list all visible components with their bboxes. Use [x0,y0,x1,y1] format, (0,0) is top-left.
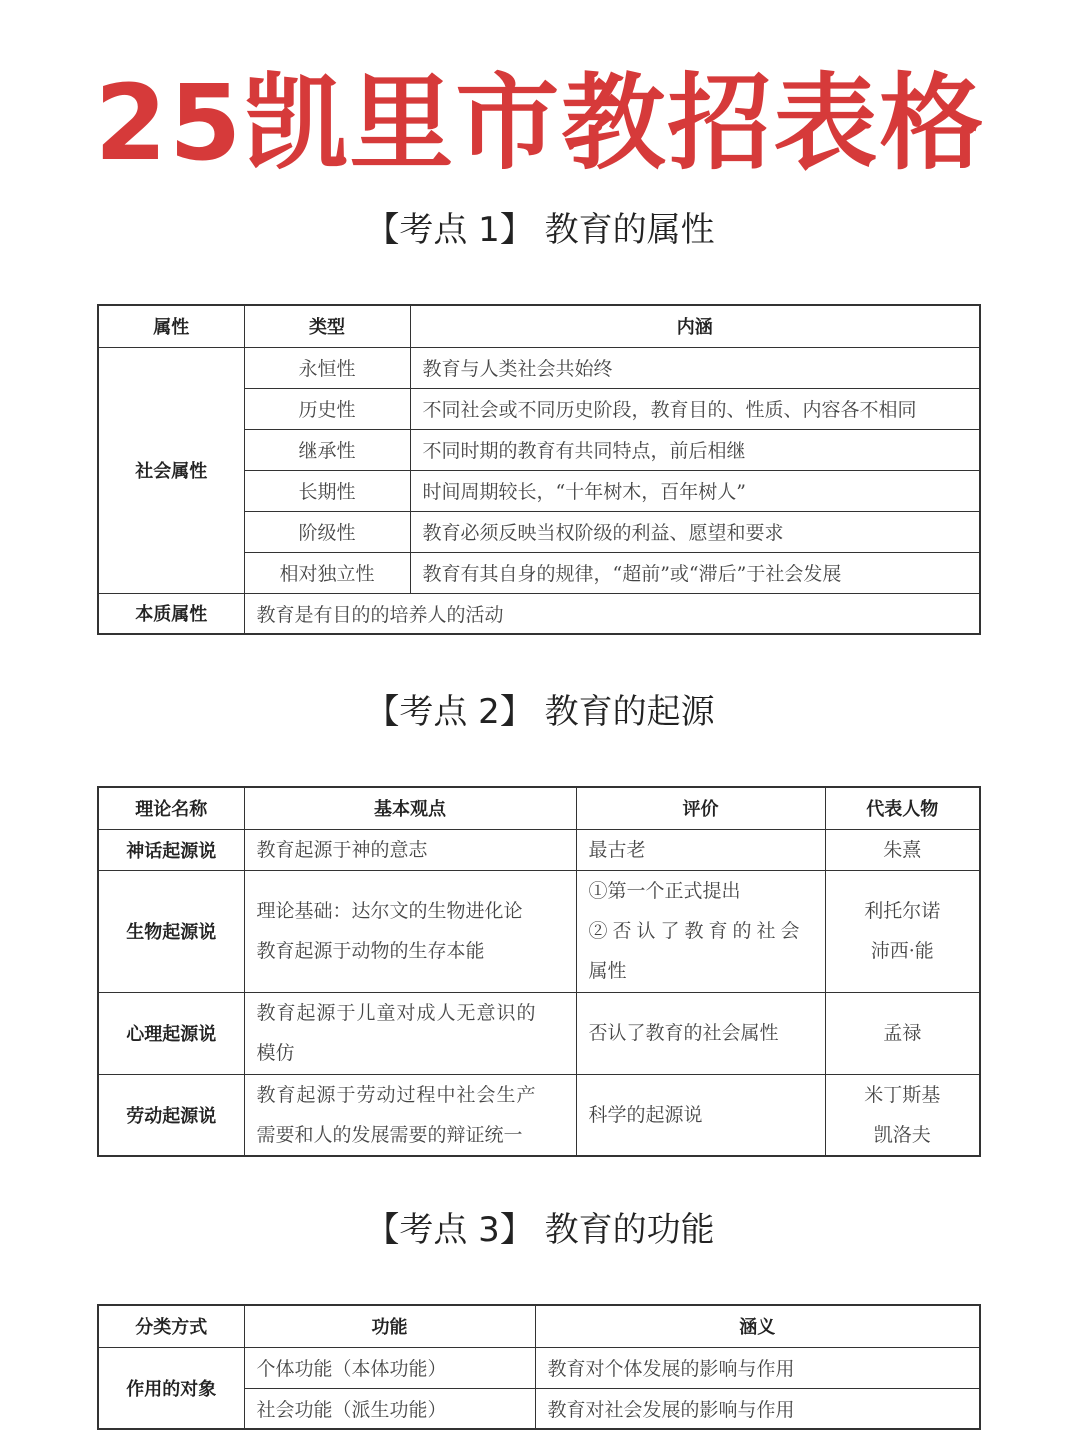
type-cell: 继承性 [244,429,410,470]
theory-name: 劳动起源说 [98,1074,244,1156]
type-cell: 历史性 [244,388,410,429]
theory-name: 心理起源说 [98,992,244,1074]
functions-table [97,1304,981,1430]
meaning-cell: 教育有其自身的规律，“超前”或“滞后”于社会发展 [410,552,980,593]
section2-title: 【考点 2】 教育的起源 [365,692,715,732]
function-cell: 社会功能（派生功能） [244,1388,535,1429]
table-row [98,593,980,634]
view-cell [244,829,576,870]
eval-cell [576,829,825,870]
header-view: 基本观点 [244,787,576,829]
view-line: 理论基础：达尔文的生物进化论 [256,900,523,922]
eval-line: 否认了教育的社会属性 [588,1022,779,1044]
theory-name: 生物起源说 [98,870,244,992]
attributes-table [97,304,981,635]
header-type: 类型 [244,305,410,347]
eval-line: ②否认了教育的社会 [588,920,805,942]
header-meaning: 内涵 [410,305,980,347]
section3-title: 【考点 3】 教育的功能 [365,1210,715,1250]
header-definition: 涵义 [535,1305,980,1347]
table-row [98,870,980,992]
type-cell: 永恒性 [244,347,410,388]
theory-name: 神话起源说 [98,829,244,870]
type-cell: 长期性 [244,470,410,511]
people-line: 孟禄 [883,1022,922,1044]
people-line: 朱熹 [883,838,922,861]
people-line: 米丁斯基 [864,1083,941,1106]
definition-cell: 教育对个体发展的影响与作用 [535,1347,980,1388]
essence-value: 教育是有目的的培养人的活动 [244,593,980,634]
meaning-cell: 时间周期较长，“十年树木，百年树人” [410,470,980,511]
eval-line: 科学的起源说 [588,1103,703,1126]
view-line: 需要和人的发展需要的辩证统一 [256,1123,523,1146]
header-evaluation: 评价 [576,787,825,829]
view-line: 教育起源于儿童对成人无意识的 [256,1002,537,1024]
function-cell: 个体功能（本体功能） [244,1347,535,1388]
view-line: 教育起源于动物的生存本能 [256,940,485,962]
people-cell [825,870,980,992]
meaning-cell: 不同时期的教育有共同特点，前后相继 [410,429,980,470]
essence-label: 本质属性 [98,593,244,634]
people-cell [825,992,980,1074]
header-theory: 理论名称 [98,787,244,829]
header-attribute: 属性 [98,305,244,347]
meaning-cell: 教育必须反映当权阶级的利益、愿望和要求 [410,511,980,552]
eval-cell [576,992,825,1074]
meaning-cell: 教育与人类社会共始终 [410,347,980,388]
eval-line: 最古老 [588,838,646,861]
table-row [98,829,980,870]
definition-cell: 教育对社会发展的影响与作用 [535,1388,980,1429]
people-line: 凯洛夫 [873,1123,931,1146]
group-object: 作用的对象 [98,1347,244,1429]
table-row [98,347,980,388]
people-cell [825,1074,980,1156]
table-row [98,1074,980,1156]
people-cell [825,829,980,870]
table-row [98,992,980,1074]
origins-table [97,786,981,1157]
type-cell: 相对独立性 [244,552,410,593]
header-classification: 分类方式 [98,1305,244,1347]
view-cell [244,870,576,992]
group-social: 社会属性 [98,347,244,593]
eval-cell [576,1074,825,1156]
eval-line: ①第一个正式提出 [588,880,741,902]
people-line: 沛西·能 [870,940,934,962]
section1-title: 【考点 1】 教育的属性 [365,210,715,250]
view-line: 教育起源于神的意志 [256,838,428,861]
eval-cell [576,870,825,992]
header-function: 功能 [244,1305,535,1347]
view-line: 模仿 [256,1042,295,1064]
people-line: 利托尔诺 [864,900,941,922]
view-line: 教育起源于劳动过程中社会生产 [256,1083,537,1106]
table-row [98,1347,980,1388]
view-cell [244,992,576,1074]
eval-line: 属性 [588,960,627,982]
view-cell [244,1074,576,1156]
page-title: 25凯里市教招表格 [94,62,986,184]
header-people: 代表人物 [825,787,980,829]
type-cell: 阶级性 [244,511,410,552]
meaning-cell: 不同社会或不同历史阶段，教育目的、性质、内容各不相同 [410,388,980,429]
